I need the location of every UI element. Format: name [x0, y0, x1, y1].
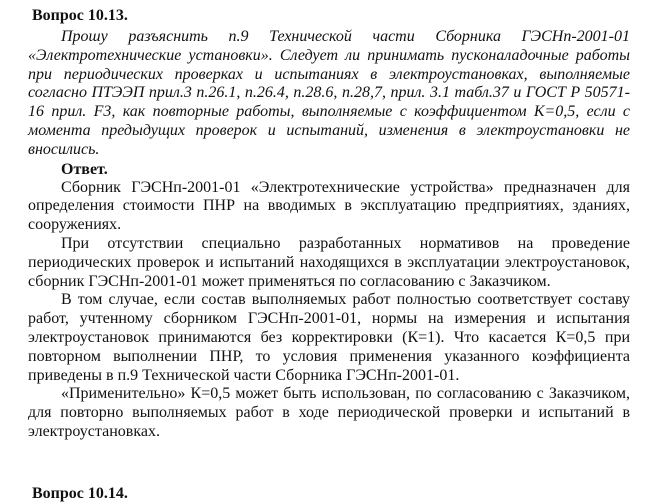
- next-question-title: Вопрос 10.14.: [32, 485, 128, 502]
- answer-label: Ответ.: [61, 160, 108, 178]
- question-text: Прошу разъяснить п.9 Технической части Сборника ГЭСНп-2001-01 «Электротехнические установки». Следует ли принимать пусконаладочные работы при периодических проверках и испытаниях в электроустановках, выполняемые согласно ПТЭЭП прил.3 п.26.1, п.26.4, п.28.6, п.28,7, прил. 3.1 табл.37 и ГОСТ Р 50571-16 прил. F3, как повторные работы, выполняемые с коэффициентом К=0,5, если с момента предыдущих проверок и испытаний, изменения в электроустановки не вносились.: [28, 28, 630, 158]
- answer-paragraph: «Применительно» К=0,5 может быть использован, по согласованию с Заказчиком, для повторно выполняемых работ в ходе периодической проверки и испытаний в электроустановках.: [28, 385, 630, 440]
- answer-paragraph: В том случае, если состав выполняемых работ полностью соответствует составу работ, учтенному сборником ГЭСНп-2001-01, нормы на измерения и испытания электроустановок принимаются без корректировки (К=1). Что касается К=0,5 при повторном выполнении ПНР, то условия применения указанного коэффициента приведены в п.9 Технической части Сборника ГЭСНп-2001-01.: [28, 291, 630, 384]
- answer-paragraph: Сборник ГЭСНп-2001-01 «Электротехнические устройства» предназначен для определения стоимости ПНР на вводимых в эксплуатацию предприятиях, зданиях, сооружениях.: [28, 178, 630, 234]
- question-title: Вопрос 10.13.: [32, 7, 128, 24]
- answer-paragraph: При отсутствии специально разработанных нормативов на проведение периодических проверок и испытаний находящихся в эксплуатации электроустановок, сборник ГЭСНп-2001-01 может применяться по согласованию с Заказчиком.: [28, 234, 630, 290]
- document-page: [28, 6, 630, 502]
